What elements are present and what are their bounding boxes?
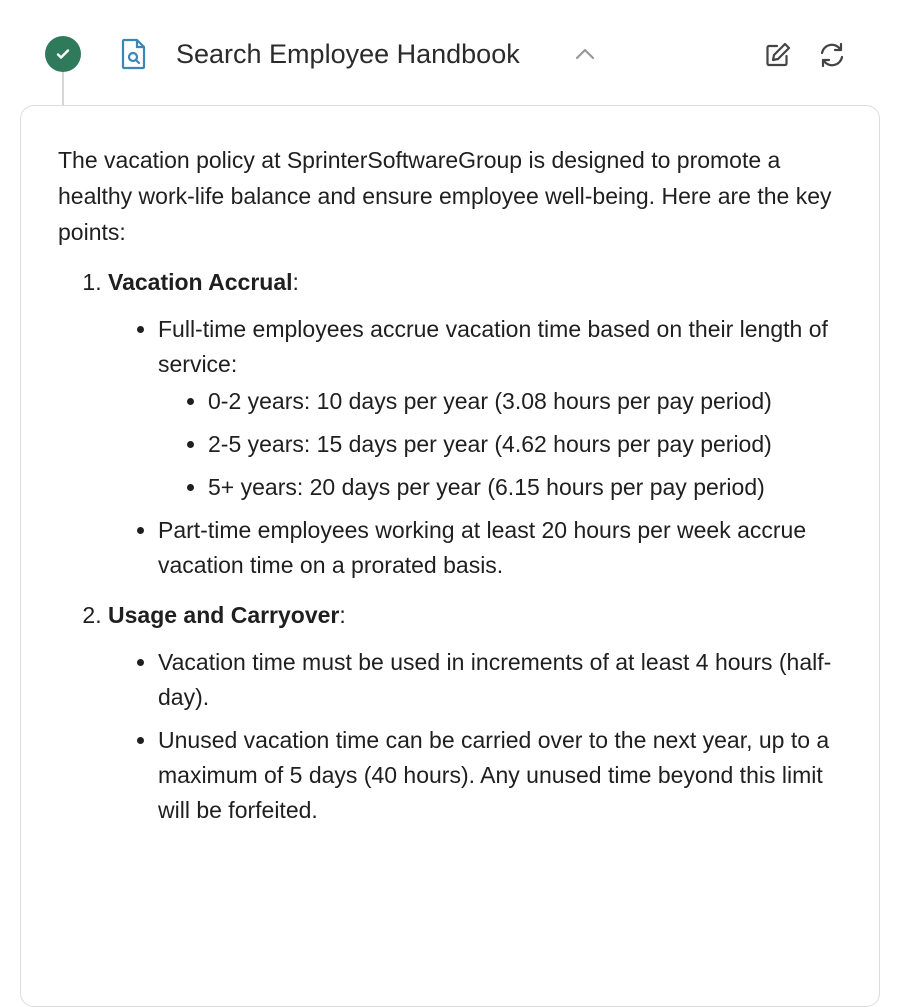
section-title: Vacation Accrual [108, 269, 293, 295]
chevron-up-icon[interactable] [574, 44, 596, 69]
list-item: • Unused vacation time can be carried over to the next year, up to a maximum of 5 days (40 hours). Any unused time beyond this limit will be forfeited. [158, 723, 848, 828]
intro-paragraph: The vacation policy at SprinterSoftwareGroup is designed to promote a healthy work-life balance and ensure employee well-being. Here are the key points: [58, 147, 832, 245]
list-item: • 5+ years: 20 days per year (6.15 hours per pay period) [208, 470, 848, 505]
step-complete-check-icon [45, 36, 81, 72]
section-usage-carryover: 2. Usage and Carryover: • Vacation time must be used in increments of at least 4 hours (half-day). • Unused vacation time can be carried over to the next year, up to a maximum of 5 days (40 hours). Any unused time beyond this limit will be forfeited. [108, 597, 848, 828]
section-vacation-accrual: 1. Vacation Accrual: • Full-time employees accrue vacation time based on their length of service: • 0-2 years: 10 days per year (3.08 hours per pay period) • 2-5 years: 15 days per year (4.62 hours per pay period) • 5+ years: 20 days per year (6.15 hours per pay period) • Part-time employees working at least 20 hours per week accrue vacation time on a prorated basis. [108, 264, 848, 583]
list-item-text: Full-time employees accrue vacation time based on their length of service: [158, 316, 828, 377]
tool-title: Search Employee Handbook [176, 39, 520, 69]
policy-list [58, 264, 848, 828]
list-item: • Vacation time must be used in increments of at least 4 hours (half-day). [158, 645, 848, 715]
list-item [158, 312, 848, 505]
step-connector [62, 72, 64, 106]
section-title: Usage and Carryover [108, 602, 340, 628]
list-item: • 0-2 years: 10 days per year (3.08 hours per pay period) [208, 384, 848, 419]
edit-icon[interactable] [764, 41, 792, 74]
list-item: • Part-time employees working at least 20 hours per week accrue vacation time on a prorated basis. [158, 513, 848, 583]
refresh-icon[interactable] [818, 41, 846, 74]
result-content [58, 142, 848, 842]
list-item: • 2-5 years: 15 days per year (4.62 hours per pay period) [208, 427, 848, 462]
document-search-icon [120, 38, 148, 75]
